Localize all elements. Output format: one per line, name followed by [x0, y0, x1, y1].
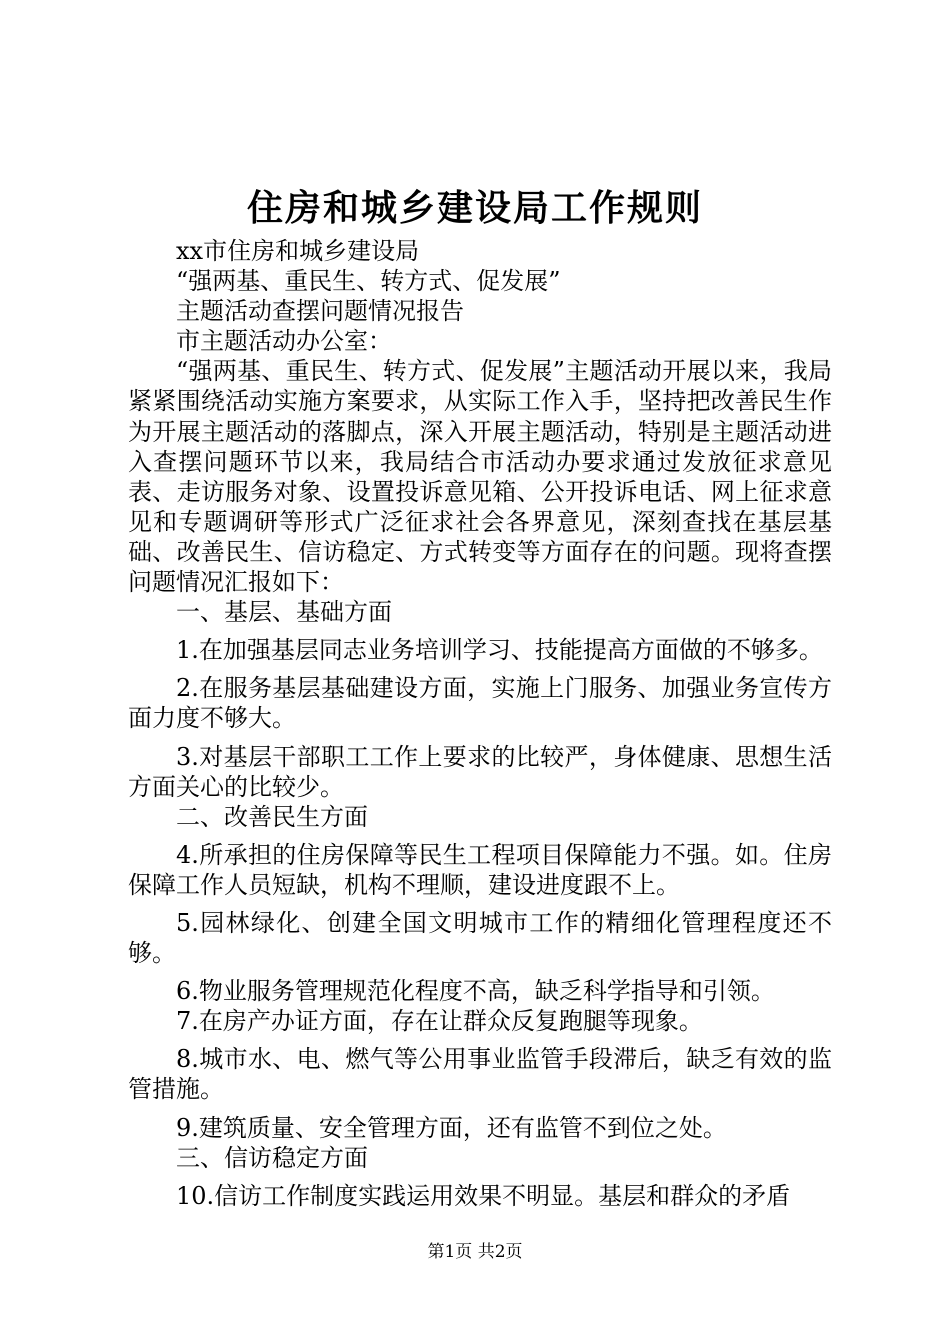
section-heading-1: 一、基层、基础方面	[176, 598, 392, 627]
paragraph-org-name: xx市住房和城乡建设局	[176, 237, 420, 265]
document-body	[128, 236, 832, 1211]
list-item: 1.在加强基层同志业务培训学习、技能提高方面做的不够多。	[176, 636, 823, 665]
list-item: 2.在服务基层基础建设方面，实施上门服务、加强业务宣传方面力度不够大。	[128, 674, 832, 733]
section-heading-2: 二、改善民生方面	[176, 802, 368, 831]
list-item: 9.建筑质量、安全管理方面，还有监管不到位之处。	[176, 1113, 727, 1142]
list-item: 6.物业服务管理规范化程度不高，缺乏科学指导和引领。	[176, 977, 775, 1006]
paragraph-addressee: 市主题活动办公室：	[176, 327, 392, 356]
paragraph-report-title: 主题活动查摆问题情况报告	[176, 297, 464, 326]
document-title: 住房和城乡建设局工作规则	[246, 188, 703, 229]
page-number-footer: 第1页 共2页	[427, 1242, 523, 1262]
list-item: 4.所承担的住房保障等民生工程项目保障能力不强。如。住房保障工作人员短缺，机构不理顺，建设进度跟不上。	[128, 840, 832, 899]
section-heading-3: 三、信访稳定方面	[176, 1143, 368, 1172]
list-item: 8.城市水、电、燃气等公用事业监管手段滞后，缺乏有效的监管措施。	[128, 1045, 832, 1104]
list-item: 10.信访工作制度实践运用效果不明显。基层和群众的矛盾	[176, 1181, 791, 1210]
paragraph-slogan: “强两基、重民生、转方式、促发展”	[176, 267, 561, 296]
paragraph-intro: “强两基、重民生、转方式、促发展”主题活动开展以来，我局紧紧围绕活动实施方案要求，从实际工作入手，坚持把改善民生作为开展主题活动的落脚点，深入开展主题活动，特别是主题活动进入查摆问题环节以来，我局结合市活动办要求通过发放征求意见表、走访服务对象、设置投诉意见箱、公开投诉电话、网上征求意见和专题调研等形式广泛征求社会各界意见，深刻查找在基层基础、改善民生、信访稳定、方式转变等方面存在的问题。现将查摆问题情况汇报如下：	[128, 357, 832, 597]
list-item: 5.园林绿化、创建全国文明城市工作的精细化管理程度还不够。	[128, 908, 832, 968]
list-item: 3.对基层干部职工工作上要求的比较严，身体健康、思想生活方面关心的比较少。	[128, 742, 832, 801]
list-item: 7.在房产办证方面，存在让群众反复跑腿等现象。	[176, 1007, 703, 1036]
